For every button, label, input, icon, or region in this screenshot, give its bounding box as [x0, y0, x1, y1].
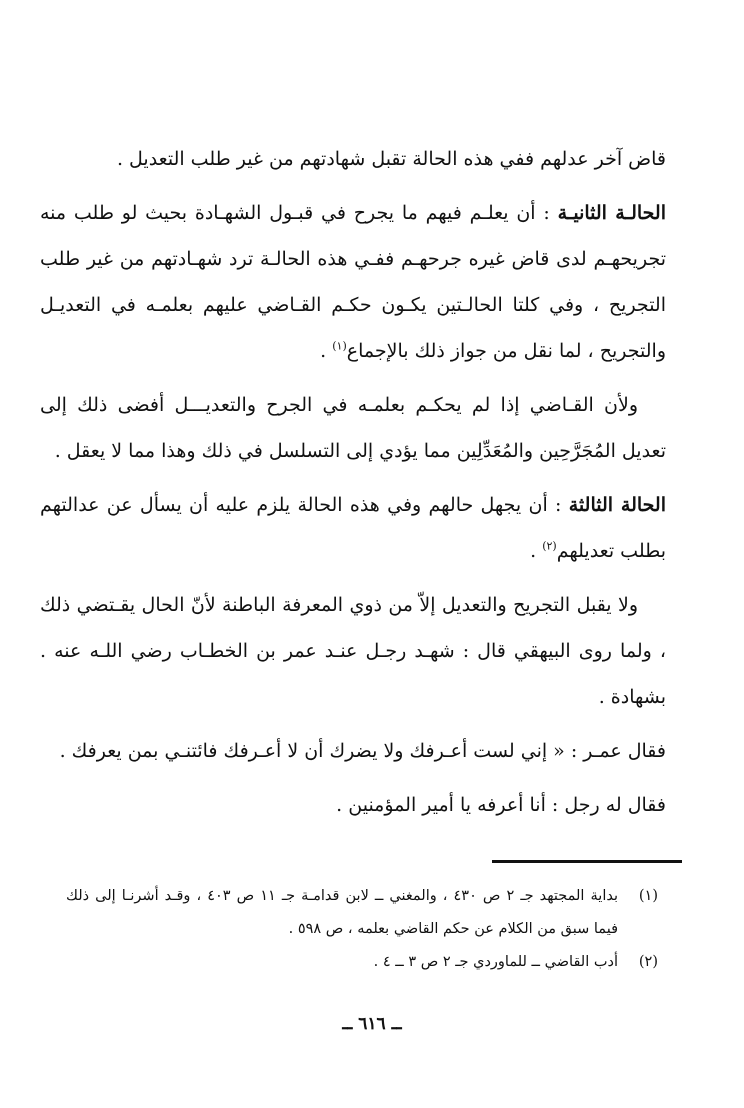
- paragraph-7-text: فقال له رجل : أنا أعرفه يا أمير المؤمنين .: [336, 794, 666, 816]
- footnote-1-number: (١): [638, 888, 658, 904]
- paragraph-2-text: : أن يعلـم فيهم ما يجرح في قبـول الشهـادة بحيث لو طلب منه تجريحهـم لدى قاض غيره جرحهـم ففـي هذه الحالـة ترد شهـادتهم من غير طلب التجريح ، وفي كلتا الحالـتين يكـون حكـم القـاضي عليهم بعلمـه في التعديـل والتجريح ، لما نقل من جواز ذلك بالإجماع: [40, 202, 666, 362]
- paragraph-4-text: : أن يجهل حالهم وفي هذه الحالة يلزم عليه أن يسأل عن عدالتهم بطلب تعديلهم: [40, 494, 666, 562]
- footnote-1-text: بداية المجتهد جـ ٢ ص ٤٣٠ ، والمغني ــ لابن قدامـة جـ ١١ ص ٤٠٣ ، وقـد أشرنـا إلى ذلك فيما سبق من الكلام عن حكم القاضي بعلمه ، ص ٥٩٨ .: [66, 888, 618, 937]
- footnote-ref-1[interactable]: (١): [332, 339, 347, 353]
- main-text: [40, 136, 666, 836]
- paragraph-4: [40, 482, 666, 574]
- case-two-heading: الحالـة الثانيـة: [557, 202, 666, 224]
- footnote-ref-2[interactable]: (٢): [542, 539, 557, 553]
- paragraph-7: [40, 782, 666, 828]
- paragraph-6: [40, 728, 666, 774]
- footnote-1: [66, 880, 658, 946]
- page-number: ــ ٦١٦ ــ: [342, 1014, 402, 1034]
- paragraph-1: [40, 136, 666, 182]
- paragraph-6-text: فقال عمـر : « إني لست أعـرفك ولا يضرك أن لا أعـرفك فائتنـي بمن يعرفك .: [59, 740, 666, 762]
- footnote-divider: [492, 860, 682, 863]
- footnote-2-text: أدب القاضي ــ للماوردي جـ ٢ ص ٣ ــ ٤ .: [373, 954, 618, 970]
- paragraph-3-text: ولأن القـاضي إذا لم يحكـم بعلمـه في الجرح والتعديـــل أفضى ذلك إلى تعديل المُجَرَّحِين والمُعَدِّلِين مما يؤدي إلى التسلسل في ذلك وهذا مما لا يعقل .: [40, 394, 666, 462]
- footnote-2-number: (٢): [638, 954, 658, 970]
- paragraph-2: [40, 190, 666, 374]
- paragraph-2-end: .: [320, 340, 333, 362]
- paragraph-1-text: قاض آخر عدلهم ففي هذه الحالة تقبل شهادتهم من غير طلب التعديل .: [116, 148, 666, 170]
- paragraph-3: [40, 382, 666, 474]
- footnote-2: [66, 946, 658, 979]
- paragraph-5: [40, 582, 666, 720]
- paragraph-4-end: .: [530, 540, 543, 562]
- case-three-heading: الحالة الثالثة: [568, 494, 666, 516]
- paragraph-5-text: ولا يقبل التجريح والتعديل إلاّ من ذوي المعرفة الباطنة لأنّ الحال يقـتضي ذلك ، ولما روى البيهقي قال : شهـد رجـل عنـد عمر بن الخطـاب رضي اللـه عنه . بشهادة .: [40, 594, 666, 708]
- footnotes-section: [66, 880, 658, 979]
